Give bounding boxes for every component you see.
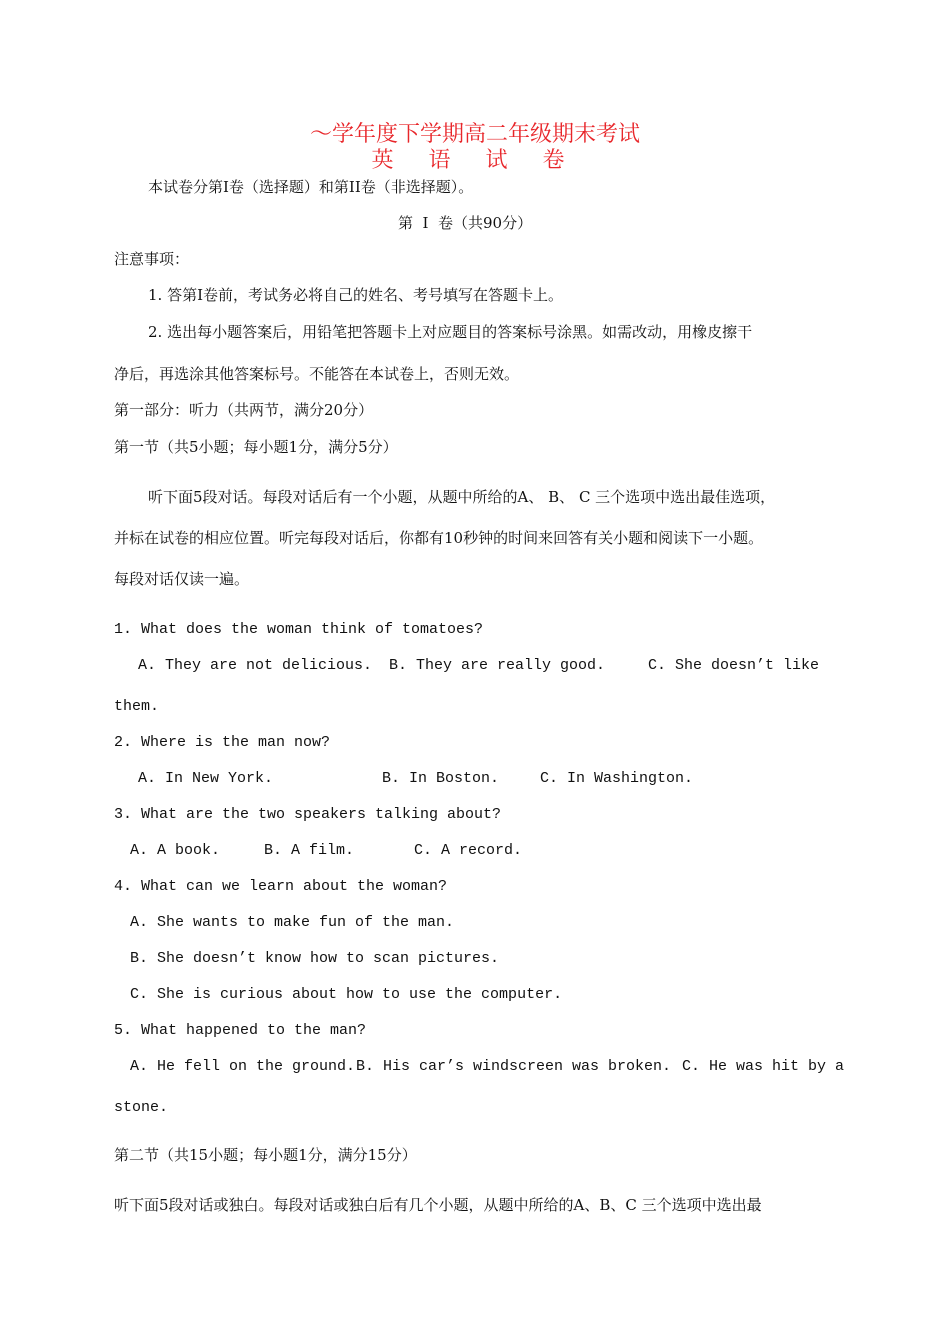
question-2-option-a: A. In New York. bbox=[138, 770, 274, 787]
question-4-option-b: B. She doesn’t know how to scan pictures. bbox=[130, 950, 500, 967]
question-1-option-b: B. They are really good. bbox=[389, 657, 606, 674]
section2-heading: 第二节（共15小题；每小题1分，满分15分） bbox=[114, 1146, 417, 1164]
section1-instructions: 并标在试卷的相应位置。听完每段对话后，你都有10秒钟的时间来回答有关小题和阅读下一小题。 bbox=[114, 529, 764, 547]
question-4-option-c: C. She is curious about how to use the computer. bbox=[130, 986, 563, 1003]
question-3-option-b: B. A film. bbox=[264, 842, 355, 859]
question-1-option-c-continued: them. bbox=[114, 698, 160, 715]
question-2: 2. Where is the man now? bbox=[114, 734, 331, 751]
question-5-option-c: C. He was hit by a bbox=[682, 1058, 845, 1075]
section1-instructions: 听下面5段对话。每段对话后有一个小题，从题中所给的A、 B、 C 三个选项中选出最佳选项， bbox=[148, 488, 776, 506]
intro-text: 本试卷分第I卷（选择题）和第II卷（非选择题）。 bbox=[148, 178, 474, 196]
volume-heading: 第 I 卷（共90分） bbox=[398, 214, 533, 232]
note-item: 2. 选出每小题答案后，用铅笔把答题卡上对应题目的答案标号涂黑。如需改动，用橡皮擦干 bbox=[148, 323, 753, 341]
section1-heading: 第一节（共5小题；每小题1分，满分5分） bbox=[114, 438, 398, 456]
question-5: 5. What happened to the man? bbox=[114, 1022, 367, 1039]
exam-subtitle: 英 语 试 卷 bbox=[371, 148, 579, 173]
question-3-option-c: C. A record. bbox=[414, 842, 523, 859]
question-1-option-c: C. She doesn’t like bbox=[648, 657, 820, 674]
question-5-option-b: B. His car’s windscreen was broken. bbox=[356, 1058, 672, 1075]
section1-instructions: 每段对话仅读一遍。 bbox=[114, 570, 250, 588]
section2-instructions: 听下面5段对话或独白。每段对话或独白后有几个小题，从题中所给的A、B、C 三个选项中选出最 bbox=[114, 1196, 762, 1214]
notes-heading: 注意事项： bbox=[114, 250, 190, 268]
question-1-option-a: A. They are not delicious. bbox=[138, 657, 373, 674]
exam-title: ～学年度下学期高二年级期末考试 bbox=[309, 122, 640, 147]
note-item: 1. 答第I卷前，考试务必将自己的姓名、考号填写在答题卡上。 bbox=[148, 286, 564, 304]
part1-heading: 第一部分：听力（共两节，满分20分） bbox=[114, 401, 374, 419]
question-3: 3. What are the two speakers talking about? bbox=[114, 806, 502, 823]
note-item-continued: 净后，再选涂其他答案标号。不能答在本试卷上，否则无效。 bbox=[114, 365, 520, 383]
question-2-option-b: B. In Boston. bbox=[382, 770, 500, 787]
question-5-option-a: A. He fell on the ground. bbox=[130, 1058, 356, 1075]
question-1: 1. What does the woman think of tomatoes? bbox=[114, 621, 484, 638]
question-5-option-c-continued: stone. bbox=[114, 1099, 169, 1116]
question-4-option-a: A. She wants to make fun of the man. bbox=[130, 914, 455, 931]
question-2-option-c: C. In Washington. bbox=[540, 770, 694, 787]
question-3-option-a: A. A book. bbox=[130, 842, 221, 859]
question-4: 4. What can we learn about the woman? bbox=[114, 878, 448, 895]
